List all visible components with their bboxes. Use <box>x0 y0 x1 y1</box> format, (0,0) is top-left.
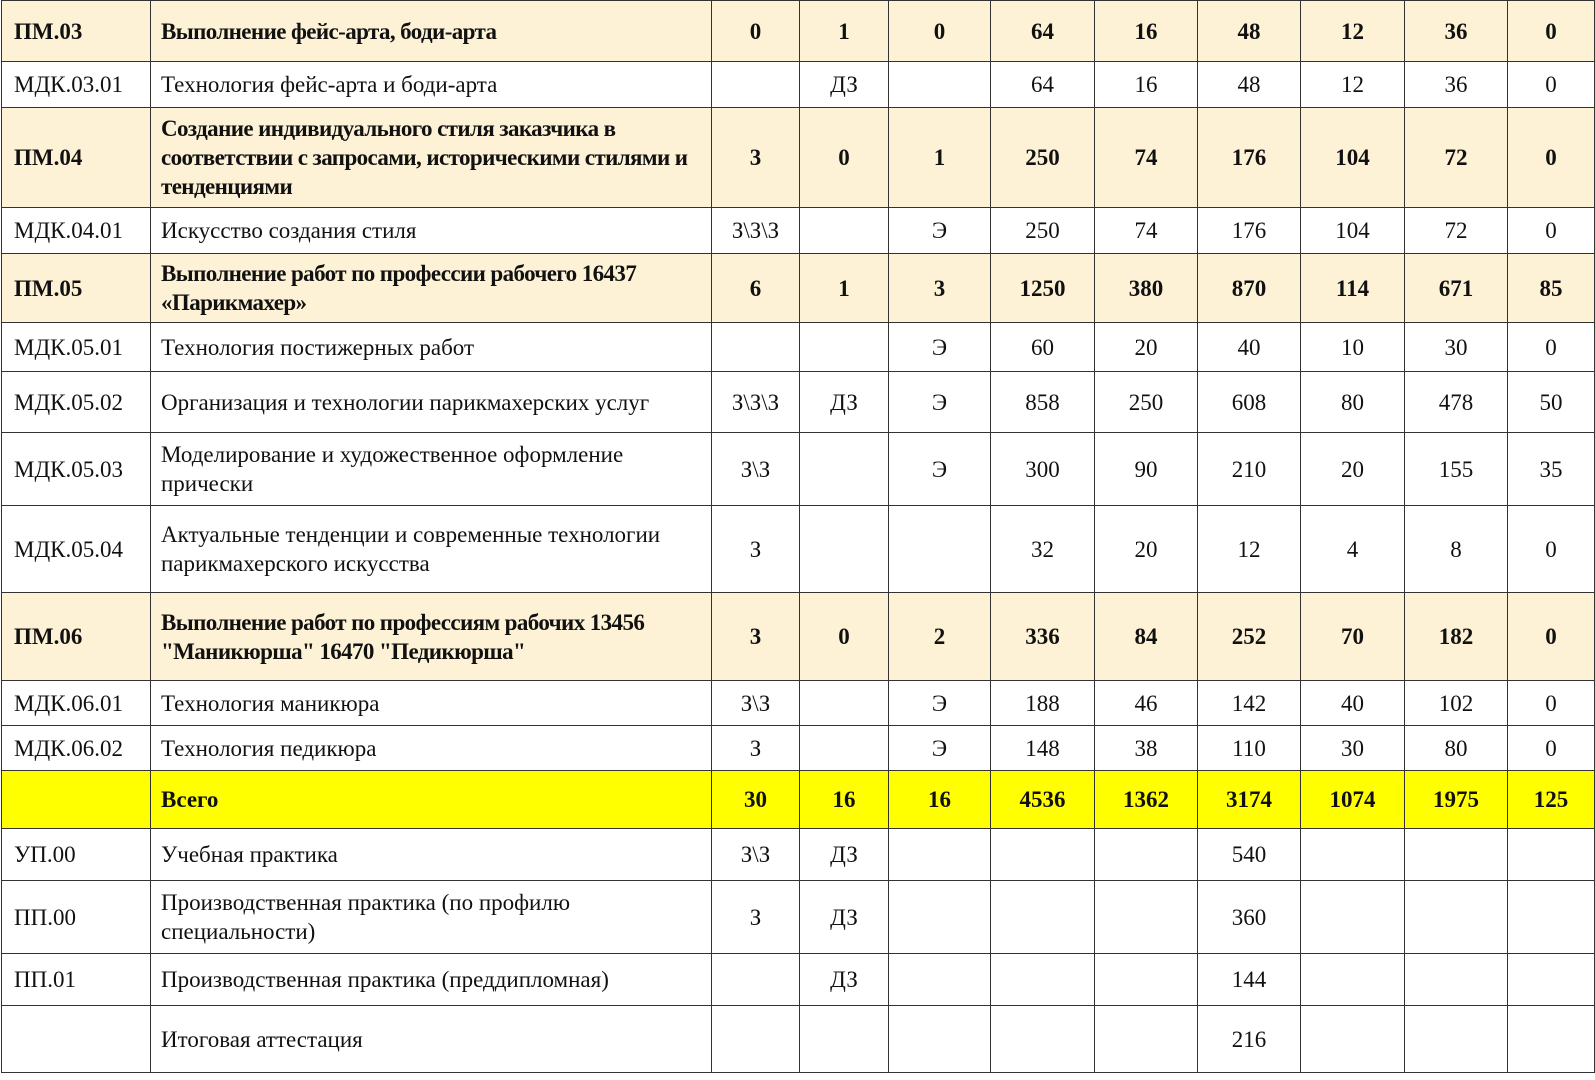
cell-hours-total: 608 <box>1198 372 1301 433</box>
table-row <box>2 726 1595 771</box>
row-name: Технология педикюра <box>151 726 712 771</box>
cell-hours-total: 40 <box>1198 323 1301 372</box>
cell-hours-total: 48 <box>1198 1 1301 62</box>
cell-hours-max: 64 <box>991 62 1095 108</box>
cell-hours-total: 110 <box>1198 726 1301 771</box>
cell-hours-max: 250 <box>991 208 1095 254</box>
cell-hours-total: 176 <box>1198 208 1301 254</box>
cell-hours-self: 74 <box>1095 108 1198 208</box>
row-name: Выполнение фейс-арта, боди-арта <box>151 1 712 62</box>
cell-hours-theory: 40 <box>1301 681 1405 726</box>
cell-hours-practice: 72 <box>1405 208 1508 254</box>
cell-exam-col-3: Э <box>889 433 991 506</box>
cell-exam-col-2: ДЗ <box>800 62 889 108</box>
cell-exam-col-3 <box>889 954 991 1006</box>
cell-hours-project <box>1508 954 1595 1006</box>
cell-hours-theory: 104 <box>1301 108 1405 208</box>
row-name: Производственная практика (по профилю специальности) <box>151 881 712 954</box>
cell-hours-total: 360 <box>1198 881 1301 954</box>
row-code <box>2 771 151 829</box>
cell-hours-max: 148 <box>991 726 1095 771</box>
row-name: Производственная практика (преддипломная) <box>151 954 712 1006</box>
table-row <box>2 881 1595 954</box>
table-row <box>2 954 1595 1006</box>
cell-hours-practice: 671 <box>1405 254 1508 323</box>
row-name: Всего <box>151 771 712 829</box>
cell-hours-practice: 30 <box>1405 323 1508 372</box>
cell-hours-self <box>1095 1006 1198 1073</box>
cell-exam-col-2 <box>800 208 889 254</box>
module-row <box>2 108 1595 208</box>
cell-hours-practice: 1975 <box>1405 771 1508 829</box>
cell-hours-project <box>1508 829 1595 881</box>
cell-hours-self: 250 <box>1095 372 1198 433</box>
cell-exam-col-3: Э <box>889 208 991 254</box>
cell-hours-max: 188 <box>991 681 1095 726</box>
cell-hours-self: 74 <box>1095 208 1198 254</box>
cell-hours-total: 216 <box>1198 1006 1301 1073</box>
cell-hours-theory: 12 <box>1301 62 1405 108</box>
cell-hours-self: 16 <box>1095 62 1198 108</box>
cell-hours-total: 210 <box>1198 433 1301 506</box>
row-code: МДК.05.01 <box>2 323 151 372</box>
module-row <box>2 254 1595 323</box>
cell-exam-col-3 <box>889 881 991 954</box>
cell-hours-theory: 104 <box>1301 208 1405 254</box>
table-row <box>2 208 1595 254</box>
cell-hours-self: 380 <box>1095 254 1198 323</box>
cell-exam-col-2: 1 <box>800 1 889 62</box>
cell-hours-theory <box>1301 1006 1405 1073</box>
cell-hours-total: 142 <box>1198 681 1301 726</box>
row-name: Итоговая аттестация <box>151 1006 712 1073</box>
cell-hours-project: 0 <box>1508 323 1595 372</box>
cell-hours-project <box>1508 881 1595 954</box>
cell-exam-col-1: 3 <box>712 593 800 681</box>
cell-hours-max <box>991 829 1095 881</box>
cell-hours-self: 46 <box>1095 681 1198 726</box>
cell-hours-max: 32 <box>991 506 1095 593</box>
cell-exam-col-3 <box>889 829 991 881</box>
cell-hours-theory: 10 <box>1301 323 1405 372</box>
cell-hours-practice: 36 <box>1405 62 1508 108</box>
cell-exam-col-3: 16 <box>889 771 991 829</box>
row-code: МДК.03.01 <box>2 62 151 108</box>
cell-exam-col-3: Э <box>889 681 991 726</box>
cell-hours-max: 858 <box>991 372 1095 433</box>
cell-hours-project: 0 <box>1508 62 1595 108</box>
row-code: МДК.04.01 <box>2 208 151 254</box>
cell-hours-max: 336 <box>991 593 1095 681</box>
row-code: МДК.06.02 <box>2 726 151 771</box>
cell-hours-max <box>991 954 1095 1006</box>
cell-hours-project: 125 <box>1508 771 1595 829</box>
cell-hours-theory: 1074 <box>1301 771 1405 829</box>
cell-hours-project: 0 <box>1508 506 1595 593</box>
cell-hours-theory <box>1301 954 1405 1006</box>
row-code: МДК.05.03 <box>2 433 151 506</box>
cell-hours-max: 60 <box>991 323 1095 372</box>
cell-hours-project: 0 <box>1508 593 1595 681</box>
row-code: ПМ.05 <box>2 254 151 323</box>
cell-hours-practice <box>1405 881 1508 954</box>
cell-hours-practice: 80 <box>1405 726 1508 771</box>
cell-hours-self: 38 <box>1095 726 1198 771</box>
cell-hours-self: 1362 <box>1095 771 1198 829</box>
cell-hours-max: 4536 <box>991 771 1095 829</box>
cell-exam-col-2: 0 <box>800 593 889 681</box>
cell-hours-max: 64 <box>991 1 1095 62</box>
cell-hours-practice <box>1405 954 1508 1006</box>
cell-exam-col-3 <box>889 1006 991 1073</box>
cell-exam-col-3: Э <box>889 323 991 372</box>
cell-hours-project: 0 <box>1508 726 1595 771</box>
cell-hours-practice: 478 <box>1405 372 1508 433</box>
cell-exam-col-1: 6 <box>712 254 800 323</box>
cell-hours-project: 85 <box>1508 254 1595 323</box>
cell-exam-col-1 <box>712 323 800 372</box>
cell-hours-self: 20 <box>1095 323 1198 372</box>
cell-hours-practice: 36 <box>1405 1 1508 62</box>
cell-hours-total: 12 <box>1198 506 1301 593</box>
cell-hours-project: 0 <box>1508 208 1595 254</box>
row-name: Организация и технологии парикмахерских услуг <box>151 372 712 433</box>
row-name: Моделирование и художественное оформление прически <box>151 433 712 506</box>
cell-hours-practice <box>1405 829 1508 881</box>
cell-hours-project: 0 <box>1508 1 1595 62</box>
cell-hours-practice: 102 <box>1405 681 1508 726</box>
cell-exam-col-2: ДЗ <box>800 881 889 954</box>
cell-exam-col-1: З <box>712 506 800 593</box>
cell-exam-col-3 <box>889 506 991 593</box>
cell-exam-col-2: 16 <box>800 771 889 829</box>
cell-hours-max <box>991 881 1095 954</box>
cell-exam-col-2 <box>800 323 889 372</box>
row-code: МДК.05.04 <box>2 506 151 593</box>
row-code: МДК.05.02 <box>2 372 151 433</box>
table-row <box>2 372 1595 433</box>
cell-hours-self: 20 <box>1095 506 1198 593</box>
table-row <box>2 1006 1595 1073</box>
cell-exam-col-3: Э <box>889 726 991 771</box>
cell-hours-theory: 30 <box>1301 726 1405 771</box>
cell-exam-col-1: 3 <box>712 108 800 208</box>
cell-hours-total: 144 <box>1198 954 1301 1006</box>
cell-exam-col-2 <box>800 726 889 771</box>
cell-hours-total: 3174 <box>1198 771 1301 829</box>
row-name: Искусство создания стиля <box>151 208 712 254</box>
cell-hours-theory: 80 <box>1301 372 1405 433</box>
cell-exam-col-1: З\З\З <box>712 372 800 433</box>
cell-exam-col-1: З\З <box>712 433 800 506</box>
cell-hours-total: 252 <box>1198 593 1301 681</box>
cell-hours-theory <box>1301 881 1405 954</box>
cell-hours-max: 1250 <box>991 254 1095 323</box>
row-name: Технология маникюра <box>151 681 712 726</box>
row-name: Технология фейс-арта и боди-арта <box>151 62 712 108</box>
cell-exam-col-3 <box>889 62 991 108</box>
table-row <box>2 681 1595 726</box>
row-name: Технология постижерных работ <box>151 323 712 372</box>
cell-hours-total: 540 <box>1198 829 1301 881</box>
cell-hours-practice: 72 <box>1405 108 1508 208</box>
cell-exam-col-1: З\З <box>712 681 800 726</box>
cell-hours-theory: 114 <box>1301 254 1405 323</box>
row-code: ПМ.06 <box>2 593 151 681</box>
cell-hours-project: 0 <box>1508 681 1595 726</box>
row-code: ПП.00 <box>2 881 151 954</box>
cell-exam-col-2: 1 <box>800 254 889 323</box>
cell-hours-practice: 155 <box>1405 433 1508 506</box>
cell-hours-theory: 4 <box>1301 506 1405 593</box>
row-code: ПМ.03 <box>2 1 151 62</box>
cell-exam-col-3: 3 <box>889 254 991 323</box>
cell-hours-theory: 12 <box>1301 1 1405 62</box>
cell-exam-col-1: З\З <box>712 829 800 881</box>
row-name: Выполнение работ по профессии рабочего 16437 «Парикмахер» <box>151 254 712 323</box>
cell-exam-col-1 <box>712 954 800 1006</box>
cell-exam-col-2: ДЗ <box>800 954 889 1006</box>
cell-exam-col-1: 30 <box>712 771 800 829</box>
cell-hours-self <box>1095 881 1198 954</box>
cell-exam-col-3: Э <box>889 372 991 433</box>
cell-hours-total: 870 <box>1198 254 1301 323</box>
cell-hours-self <box>1095 829 1198 881</box>
module-row <box>2 1 1595 62</box>
cell-hours-self: 90 <box>1095 433 1198 506</box>
module-row <box>2 593 1595 681</box>
cell-hours-self: 84 <box>1095 593 1198 681</box>
curriculum-table <box>1 0 1595 1073</box>
cell-hours-max: 250 <box>991 108 1095 208</box>
table-row <box>2 433 1595 506</box>
cell-exam-col-2 <box>800 433 889 506</box>
row-name: Выполнение работ по профессиям рабочих 13456 "Маникюрша" 16470 "Педикюрша" <box>151 593 712 681</box>
cell-hours-project: 35 <box>1508 433 1595 506</box>
cell-exam-col-1: 0 <box>712 1 800 62</box>
row-code: ПП.01 <box>2 954 151 1006</box>
cell-hours-max: 300 <box>991 433 1095 506</box>
cell-hours-self <box>1095 954 1198 1006</box>
table-row <box>2 506 1595 593</box>
table-row <box>2 829 1595 881</box>
cell-exam-col-2: ДЗ <box>800 829 889 881</box>
cell-hours-practice: 8 <box>1405 506 1508 593</box>
cell-exam-col-3: 0 <box>889 1 991 62</box>
row-name: Учебная практика <box>151 829 712 881</box>
cell-hours-total: 176 <box>1198 108 1301 208</box>
cell-exam-col-1 <box>712 62 800 108</box>
table-row <box>2 62 1595 108</box>
cell-hours-practice <box>1405 1006 1508 1073</box>
table-body <box>2 1 1595 1073</box>
cell-hours-total: 48 <box>1198 62 1301 108</box>
row-name: Актуальные тенденции и современные технологии парикмахерского искусства <box>151 506 712 593</box>
row-code: МДК.06.01 <box>2 681 151 726</box>
cell-hours-theory <box>1301 829 1405 881</box>
cell-hours-project: 50 <box>1508 372 1595 433</box>
row-code: УП.00 <box>2 829 151 881</box>
table-row <box>2 323 1595 372</box>
cell-exam-col-2 <box>800 681 889 726</box>
cell-exam-col-2: 0 <box>800 108 889 208</box>
cell-exam-col-2 <box>800 1006 889 1073</box>
cell-exam-col-3: 1 <box>889 108 991 208</box>
cell-exam-col-1 <box>712 1006 800 1073</box>
cell-exam-col-2 <box>800 506 889 593</box>
cell-exam-col-3: 2 <box>889 593 991 681</box>
cell-exam-col-1: З <box>712 726 800 771</box>
cell-hours-practice: 182 <box>1405 593 1508 681</box>
total-row <box>2 771 1595 829</box>
cell-hours-theory: 20 <box>1301 433 1405 506</box>
cell-exam-col-2: ДЗ <box>800 372 889 433</box>
cell-hours-self: 16 <box>1095 1 1198 62</box>
row-name: Создание индивидуального стиля заказчика в соответствии с запросами, историческими стилями и тенденциями <box>151 108 712 208</box>
cell-exam-col-1: З\З\З <box>712 208 800 254</box>
row-code <box>2 1006 151 1073</box>
cell-hours-project <box>1508 1006 1595 1073</box>
cell-hours-max <box>991 1006 1095 1073</box>
cell-exam-col-1: З <box>712 881 800 954</box>
cell-hours-theory: 70 <box>1301 593 1405 681</box>
cell-hours-project: 0 <box>1508 108 1595 208</box>
row-code: ПМ.04 <box>2 108 151 208</box>
